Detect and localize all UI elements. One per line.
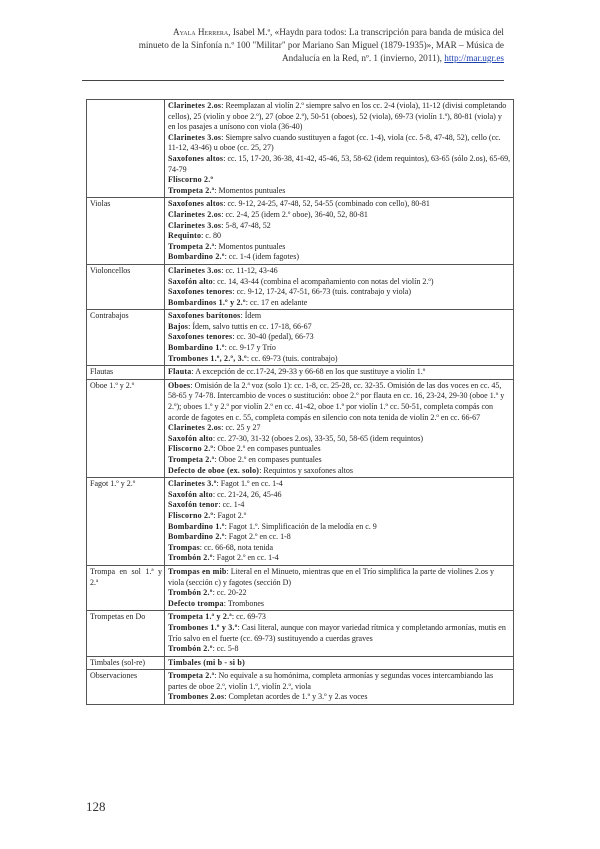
entry-text: : cc. 1-4 (idem fagotes) (224, 252, 299, 262)
substitution-entry (168, 199, 511, 210)
substitution-cell (165, 100, 514, 198)
band-instrument: Clarinetes 2.os (168, 101, 222, 110)
substitution-cell (165, 379, 514, 477)
substitution-entry (168, 479, 511, 490)
band-instrument: Saxofón tenor (168, 500, 219, 510)
band-instrument: Saxofones tenores (168, 332, 233, 342)
band-instrument: Trompeta 2.ª (168, 185, 215, 195)
citation-line-1 (60, 26, 504, 39)
band-instrument: Clarinetes 3.º (168, 479, 217, 489)
substitution-entry (168, 186, 511, 197)
entry-text: : Oboe 2.º en compases puntuales (214, 455, 322, 464)
substitution-entry (168, 532, 511, 543)
substitution-entry (168, 466, 511, 477)
table-row (87, 478, 514, 566)
entry-text: : cc. 25 y 27 (221, 423, 261, 433)
entry-text: : cc. 11-12, 43-46 (221, 265, 278, 275)
band-instrument: Bombardinos 1.º y 2.º (168, 297, 246, 307)
page-number: 128 (86, 799, 106, 814)
band-instrument: Defecto trompa (168, 598, 224, 608)
entry-text: : Completan acordes de 1.º y 3.º y 2.as voces (224, 692, 368, 702)
instrument-label: Violoncellos (87, 264, 165, 309)
substitution-entry (168, 434, 511, 445)
table-row (87, 198, 514, 265)
band-instrument: Fliscorno 2.º (168, 444, 214, 454)
band-instrument: Requinto (168, 231, 202, 241)
substitution-entry (168, 322, 511, 333)
instrument-label: Timbales (sol-re) (87, 656, 165, 670)
band-instrument: Trombones 1.º y 3.º (168, 622, 238, 632)
substitution-cell (165, 198, 514, 265)
substitution-entry (168, 623, 511, 644)
citation-line-3-text: Andalucía en la Red, nº. 1 (invierno, 2011), (282, 53, 442, 63)
substitution-entry (168, 588, 511, 599)
entry-text: : Fagot 1.º. Simplificación de la melodía en c. 9 (224, 521, 377, 531)
substitution-entry (168, 311, 511, 322)
entry-text: : No equivale a su homónima, completa armonías y segundas voces intercambiando las partes de oboe 2.º, violín 1.º, violín 2.º, viola (168, 671, 494, 691)
band-instrument: Saxofones altos (168, 153, 224, 163)
entry-text: : Requintos y saxofones altos (259, 465, 353, 475)
substitution-entry (168, 500, 511, 511)
substitution-entry (168, 332, 511, 343)
substitution-cell (165, 565, 514, 610)
substitution-entry (168, 381, 511, 423)
band-instrument: Clarinetes 2.os (168, 423, 222, 433)
substitution-entry (168, 221, 511, 232)
table-row (87, 310, 514, 366)
entry-text: : cc. 9-17 y Trío (224, 343, 276, 353)
band-instrument: Bajos (168, 321, 189, 331)
band-instrument: Clarinetes 2.os (168, 209, 222, 219)
entry-text: : cc. 2-4, 25 (idem 2.º oboe), 36-40, 52, 80-81 (221, 209, 368, 219)
band-instrument: Trompeta 1.ª y 2.ª (168, 612, 232, 622)
band-instrument: Clarinetes 3.os (168, 132, 222, 142)
substitution-entry (168, 644, 511, 655)
band-instrument: Saxofón alto (168, 433, 213, 443)
entry-text: : Ídem (240, 311, 262, 321)
entry-text: : Fagot 2.º (213, 510, 247, 520)
author-name: Ayala Herrera (172, 27, 229, 37)
author-rest: , Isabel M.ª, «Haydn para todos: La transcripción para banda de música del (228, 27, 504, 37)
band-instrument: Trompas (168, 542, 200, 552)
substitution-entry (168, 252, 511, 263)
band-instrument: Bombardino 2.º (168, 252, 225, 262)
substitution-entry (168, 567, 511, 588)
substitution-entry (168, 658, 511, 669)
entry-text: : c. 80 (201, 231, 221, 241)
table-row (87, 565, 514, 610)
instrument-label: Flautas (87, 366, 165, 380)
substitution-entry (168, 444, 511, 455)
entry-text: : cc. 15, 17-20, 36-38, 41-42, 45-46, 53, 58-62 (idem requintos), 63-65 (sólo 2.os), 65-69, 74-79 (168, 153, 511, 174)
entry-text: : cc. 21-24, 26, 45-46 (212, 489, 282, 499)
band-instrument: Trombón 2.º (168, 588, 213, 598)
band-instrument: Saxofones tenores (168, 287, 233, 297)
entry-text: : cc. 27-30, 31-32 (oboes 2.os), 33-35, 50, 58-65 (idem requintos) (212, 433, 424, 443)
instrument-label (87, 100, 165, 198)
substitution-entry (168, 692, 511, 703)
substitution-cell (165, 478, 514, 566)
table-row (87, 611, 514, 656)
band-instrument: Clarinetes 3.os (168, 265, 222, 275)
substitution-entry (168, 175, 511, 186)
table-row (87, 366, 514, 380)
band-instrument: Flauta (168, 367, 192, 377)
substitution-entry (168, 101, 511, 133)
entry-text: : cc. 17 en adelante (245, 297, 308, 307)
entry-text: : Fagot 2.º en cc. 1-4 (212, 553, 279, 563)
band-instrument: Saxofón alto (168, 276, 213, 286)
table-row (87, 264, 514, 309)
journal-link[interactable]: http://mar.ugr.es (444, 53, 504, 63)
substitution-entry (168, 553, 511, 564)
substitution-cell (165, 611, 514, 656)
entry-text: : A excepción de cc.17-24, 29-33 y 66-68 en los que sustituye a violín 1.º (191, 367, 426, 377)
instrument-label: Violas (87, 198, 165, 265)
entry-text: : Omisión de la 2.ª voz (solo 1): cc. 1-8, cc. 25-28, cc. 32-35. Omisión de las dos voces en cc. 45, 58-65 y 74-78. Intercambio de voces o sustitución: oboe 2.º por flauta en cc. 16, 23-24, 29-30 (oboe 1.º y 2.º); oboes 1.º y 2.º por violín 2.º en cc. 41-42, oboe 1.º por violín 1.º cc. 50-51, completa compás con acorde de fagotes en c. 55, completa compás en silencio con nota tenida de violín 2.º en cc. 66-67 (168, 380, 505, 422)
substitution-cell (165, 366, 514, 380)
substitution-entry (168, 612, 511, 623)
entry-text: : cc. 14, 43-44 (combina el acompañamiento con notas del violín 2.º) (212, 276, 434, 286)
entry-text: : cc. 1-4 (218, 500, 245, 510)
band-instrument: Trompeta 2.ª (168, 241, 215, 251)
substitution-entry (168, 154, 511, 175)
entry-text: : cc. 20-22 (212, 588, 247, 598)
band-instrument: Clarinetes 3.os (168, 220, 222, 230)
substitution-entry (168, 210, 511, 221)
substitution-entry (168, 543, 511, 554)
entry-text: : cc. 9-12, 17-24, 47-51, 66-73 (tuis. contrabajo y viola) (232, 287, 411, 297)
band-instrument: Saxofones altos (168, 199, 224, 209)
entry-text: : Fagot 2.º en cc. 1-8 (224, 532, 291, 542)
band-instrument: Trompeta 2.ª (168, 455, 215, 464)
entry-text: : Casi literal, aunque con mayor variedad rítmica y completando armonías, mutis en Trío salvo en el fuerte (cc. 69-73) sustituyendo a cuerdas graves (168, 622, 506, 643)
instrument-label: Oboe 1.º y 2.º (87, 379, 165, 477)
band-instrument: Defecto de oboe (ex. solo) (168, 465, 260, 475)
substitution-cell (165, 656, 514, 670)
band-instrument: Fliscorno 2.º (168, 510, 214, 520)
substitution-entry (168, 423, 511, 434)
instrument-label: Trompetas en Do (87, 611, 165, 656)
substitution-entry (168, 277, 511, 288)
substitution-entry (168, 522, 511, 533)
substitution-entry (168, 455, 511, 466)
substitution-entry (168, 490, 511, 501)
entry-text: : Literal en el Minueto, mientras que en el Trío simplifica la parte de violines 2.os y viola (sección c) y fagotes (sección D) (168, 566, 495, 587)
substitution-entry (168, 599, 511, 610)
band-instrument: Bombardino 2.º (168, 532, 225, 542)
band-instrument: Saxofones barítonos (168, 311, 241, 321)
table-row (87, 100, 514, 198)
table-row (87, 379, 514, 477)
instrument-label: Trompa en sol 1.ª y 2.ª (87, 565, 165, 610)
band-instrument: Trombón 2.º (168, 644, 213, 654)
substitution-entry (168, 367, 511, 378)
band-instrument: Trompeta 2.ª (168, 671, 215, 681)
band-instrument: Oboes (168, 380, 191, 390)
entry-text: : cc. 66-68, nota tenida (199, 542, 274, 552)
entry-text: : cc. 30-40 (pedal), 66-73 (232, 332, 314, 342)
header-divider (82, 80, 504, 81)
substitution-entry (168, 298, 511, 309)
substitution-entry (168, 287, 511, 298)
band-instrument: Trombón 2.º (168, 553, 213, 563)
citation-line-2: minueto de la Sinfonía n.º 100 "Militar" por Mariano San Miguel (1879-1935)», MAR – Música de (138, 40, 504, 50)
substitution-entry (168, 266, 511, 277)
entry-text: : Ídem, salvo tuttis en cc. 17-18, 66-67 (188, 321, 312, 331)
substitution-cell (165, 310, 514, 366)
substitution-entry (168, 242, 511, 253)
citation-line-3 (60, 52, 504, 65)
substitution-entry (168, 343, 511, 354)
entry-text: : Oboe 2.º en compases puntuales (213, 444, 321, 454)
instrument-label: Fagot 1.º y 2.º (87, 478, 165, 566)
substitution-entry (168, 231, 511, 242)
entry-text: : cc. 9-12, 24-25, 47-48, 52, 54-55 (combinado con cello), 80-81 (223, 199, 430, 209)
entry-text: : Trombones (223, 598, 264, 608)
band-instrument: Trombones 2.os (168, 692, 225, 702)
table-body (87, 100, 514, 705)
citation-header (60, 26, 504, 65)
band-instrument: Trompas en mib (168, 566, 227, 576)
substitution-cell (165, 670, 514, 705)
entry-text: : cc. 69-73 (231, 612, 266, 622)
instrument-label: Contrabajos (87, 310, 165, 366)
band-instrument: Timbales (mi b - si b) (168, 657, 245, 667)
band-instrument: Bombardino 1.º (168, 343, 225, 353)
transcription-table (86, 99, 514, 705)
band-instrument: Trombones 1.º, 2.º, 3.º (168, 353, 247, 363)
entry-text: : 5-8, 47-48, 52 (221, 220, 271, 230)
band-instrument: Saxofón alto (168, 489, 213, 499)
table-row (87, 656, 514, 670)
entry-text: : cc. 69-73 (tuis. contrabajo) (246, 353, 338, 363)
substitution-entry (168, 671, 511, 692)
entry-text: : cc. 5-8 (212, 644, 239, 654)
entry-text: : Siempre salvo cuando sustituyen a fagot (cc. 1-4), viola (cc. 5-8, 47-48, 52), cello (cc. 11-12, 43-46) u oboe (cc. 25, 27) (168, 132, 501, 153)
entry-text: : Reemplazan al violín 2.º siempre salvo en los cc. 2-4 (viola), 11-12 (divisi completando cellos), 25 (violín y oboe 2.º), 27 (oboe 2.º), 50-51 (oboes), 52 (viola), 69-73 (violín 1.º), 80-81 (viola) y en los pasajes a unísono con viola (36-40) (168, 101, 507, 132)
band-instrument: Bombardino 1.º (168, 521, 225, 531)
instrument-label: Observaciones (87, 670, 165, 705)
entry-text: : Fagot 1.º en cc. 1-4 (216, 479, 283, 489)
entry-text: : Momentos puntuales (214, 185, 286, 195)
entry-text: : Momentos puntuales (214, 241, 286, 251)
substitution-cell (165, 264, 514, 309)
substitution-entry (168, 354, 511, 365)
substitution-entry (168, 511, 511, 522)
substitution-entry (168, 133, 511, 154)
band-instrument: Fliscorno 2.º (168, 175, 214, 185)
table-row (87, 670, 514, 705)
